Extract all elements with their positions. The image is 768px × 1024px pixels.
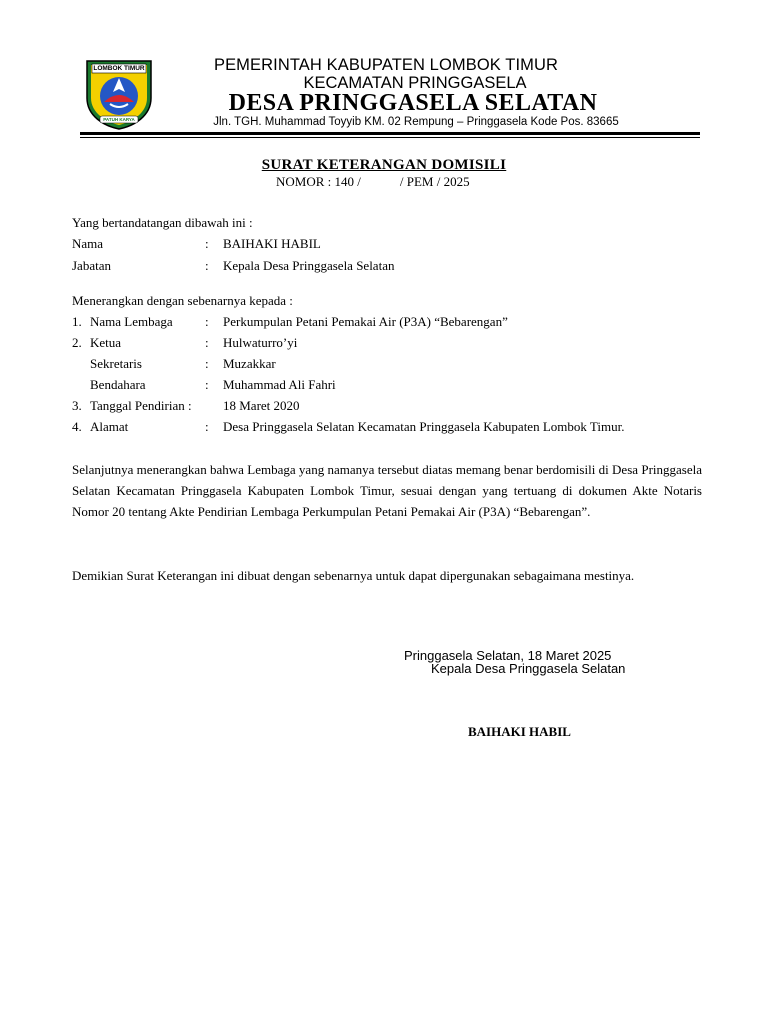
item-colon: : xyxy=(205,356,209,371)
item-label: Bendahara xyxy=(90,377,146,392)
signer-position-colon: : xyxy=(205,258,209,273)
item-label: Nama Lembaga xyxy=(90,314,173,329)
signer-name-value: BAIHAKI HABIL xyxy=(223,236,321,251)
item-colon: : xyxy=(205,377,209,392)
item-colon: : xyxy=(205,314,209,329)
item-label: Sekretaris xyxy=(90,356,142,371)
signer-name-label: Nama xyxy=(72,236,104,251)
signer-position-value: Kepala Desa Pringgasela Selatan xyxy=(223,258,395,273)
item-label: Tanggal Pendirian : xyxy=(90,398,192,413)
item-value: Perkumpulan Petani Pemakai Air (P3A) “Bebarengan” xyxy=(223,314,508,329)
body-paragraph-domicile: Selanjutnya menerangkan bahwa Lembaga yang namanya tersebut diatas memang benar berdomisili di Desa Pringgasela Selatan Kecamatan Pringgasela Kabupaten Lombok Timur, sesuai dengan yang tertuang di dokumen Akte Notaris Nomor 20 tentang Akte Pendirian Lembaga Perkumpulan Petani Pemakai Air (P3A) “Bebarengan”. xyxy=(72,462,702,519)
village-heading: DESA PRINGGASELA SELATAN xyxy=(228,90,598,116)
item-number: 2. xyxy=(72,335,82,350)
item-colon: : xyxy=(205,419,209,434)
regency-emblem-logo xyxy=(84,58,154,130)
logo-label-text: LOMBOK TIMUR xyxy=(93,65,145,72)
item-value: Desa Pringgasela Selatan Kecamatan Pringgasela Kabupaten Lombok Timur. xyxy=(223,419,625,434)
signature-name: BAIHAKI HABIL xyxy=(468,724,571,739)
item-number: 3. xyxy=(72,398,82,413)
village-address: Jln. TGH. Muhammad Toyyib KM. 02 Rempung – Pringgasela Kode Pos. 83665 xyxy=(213,116,619,128)
letter-number: NOMOR : 140 / / PEM / 2025 xyxy=(276,174,470,189)
item-label: Ketua xyxy=(90,335,122,350)
item-value: Muhammad Ali Fahri xyxy=(223,377,336,392)
body-paragraph-closing: Demikian Surat Keterangan ini dibuat dengan sebenarnya untuk dapat dipergunakan sebagaimana mestinya. xyxy=(72,568,635,583)
declare-intro: Menerangkan dengan sebenarnya kepada : xyxy=(72,293,293,308)
item-value: Hulwaturro’yi xyxy=(223,335,298,350)
letterhead-divider-thick xyxy=(80,132,700,135)
signature-place-date: Pringgasela Selatan, 18 Maret 2025 xyxy=(404,648,612,663)
letterhead-divider-thin xyxy=(80,137,700,138)
letter-title: SURAT KETERANGAN DOMISILI xyxy=(261,157,507,173)
district-heading: KECAMATAN PRINGGASELA xyxy=(303,74,527,92)
government-heading: PEMERINTAH KABUPATEN LOMBOK TIMUR xyxy=(213,56,559,74)
signer-position-label: Jabatan xyxy=(72,258,111,273)
item-label: Alamat xyxy=(90,419,129,434)
signature-position: Kepala Desa Pringgasela Selatan xyxy=(431,661,626,676)
signer-name-colon: : xyxy=(205,236,209,251)
signer-intro: Yang bertandatangan dibawah ini : xyxy=(72,215,253,230)
item-value: 18 Maret 2020 xyxy=(223,398,300,413)
logo-motto-text: PATUH KARYA xyxy=(103,117,135,122)
item-value: Muzakkar xyxy=(223,356,276,371)
item-number: 4. xyxy=(72,419,82,434)
item-colon: : xyxy=(205,335,209,350)
item-number: 1. xyxy=(72,314,82,329)
